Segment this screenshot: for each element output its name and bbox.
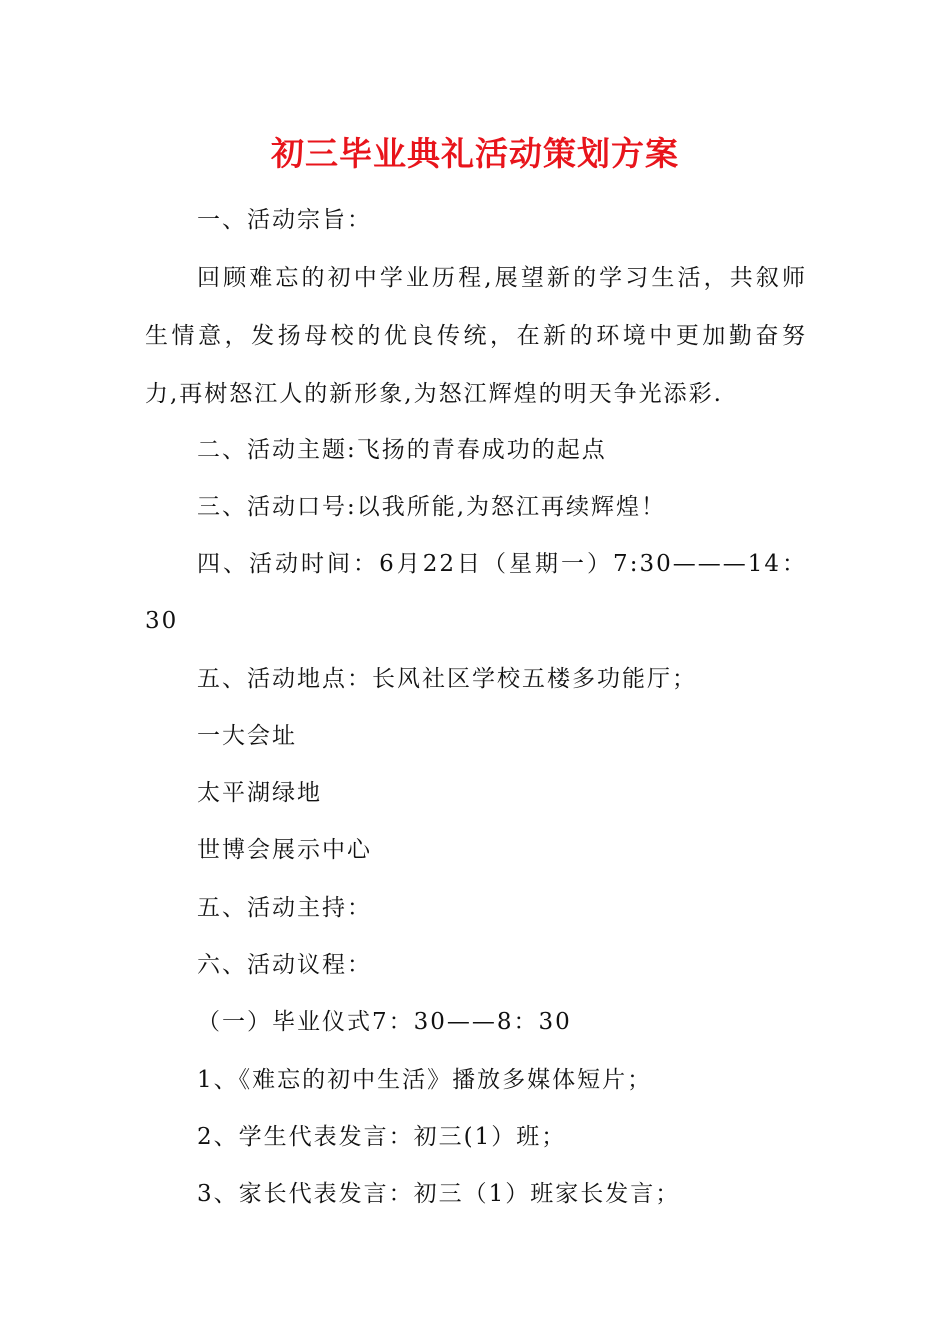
activity-host: 五、活动主持： — [197, 895, 372, 921]
agenda-item: 2、学生代表发言：初三(1）班； — [197, 1124, 567, 1150]
agenda-subheading: （一）毕业仪式7：30——8：30 — [197, 1009, 572, 1035]
place-item: 太平湖绿地 — [197, 780, 322, 806]
place-item: 世博会展示中心 — [197, 837, 372, 863]
activity-time-line-1: 四、活动时间：6月22日（星期一）7:30———14： — [197, 551, 807, 577]
document-title: 初三毕业典礼活动策划方案 — [271, 134, 679, 173]
place-item: 一大会址 — [197, 723, 297, 749]
agenda-item: 3、家长代表发言：初三（1）班家长发言； — [197, 1181, 681, 1207]
purpose-line-2: 生情意，发扬母校的优良传统，在新的环境中更加勤奋努 — [145, 323, 807, 349]
agenda-heading: 六、活动议程： — [197, 952, 372, 978]
purpose-line-3: 力,再树怒江人的新形象,为怒江辉煌的明天争光添彩. — [145, 381, 723, 407]
activity-theme: 二、活动主题:飞扬的青春成功的起点 — [197, 437, 607, 463]
purpose-line-1: 回顾难忘的初中学业历程,展望新的学习生活，共叙师 — [197, 265, 807, 291]
section-purpose-heading: 一、活动宗旨： — [197, 207, 372, 233]
agenda-item: 1、《难忘的初中生活》播放多媒体短片； — [197, 1067, 653, 1093]
activity-slogan: 三、活动口号:以我所能,为怒江再续辉煌！ — [197, 494, 667, 520]
activity-time-line-2: 30 — [145, 608, 179, 634]
activity-location: 五、活动地点：长风社区学校五楼多功能厅； — [197, 666, 697, 692]
